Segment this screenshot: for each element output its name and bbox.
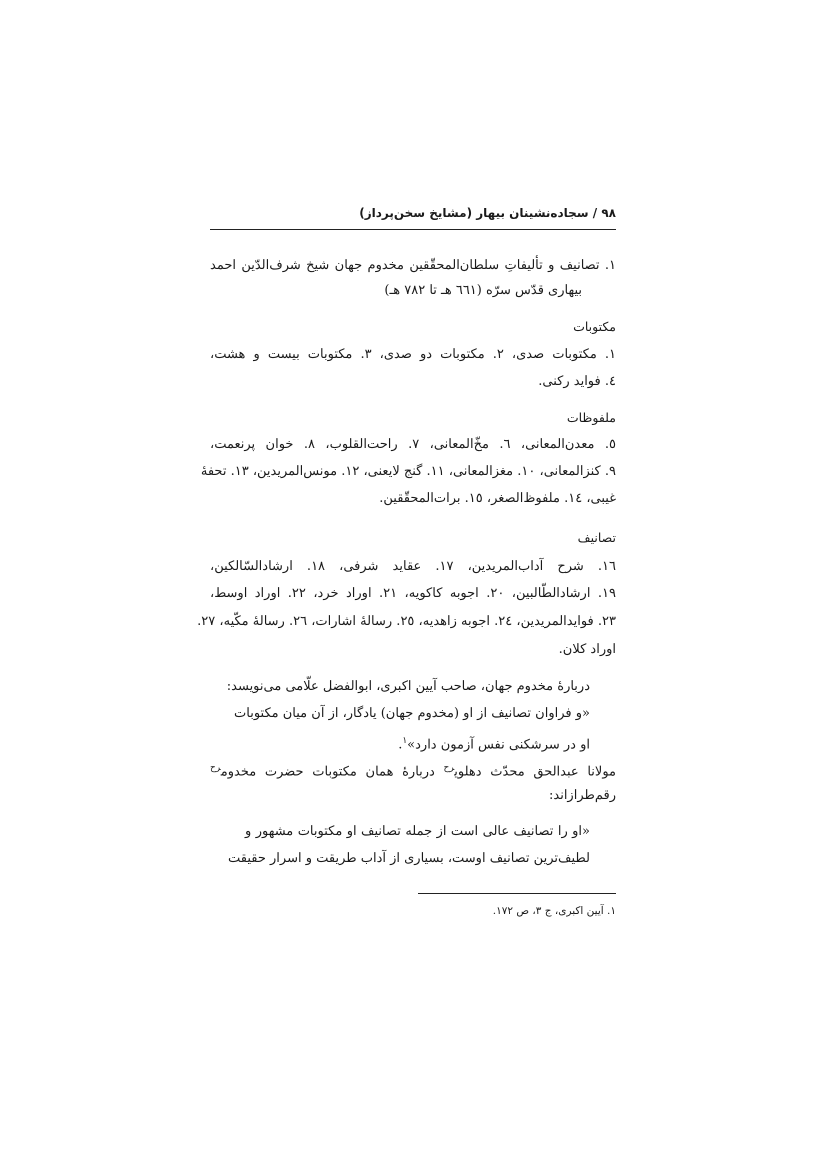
quote-1-text: او در سرشکنی نفس آزمون دارد» [407, 737, 590, 753]
malfuzat-line-1: ٥. معدن‌المعانی، ٦. مخّ‌المعانی، ۷. راحت‌القلوب، ۸. خوان پرنعمت، [210, 437, 616, 452]
section-title-line-1: ۱. تصانیف و تألیفاتِ سلطان‌المحقّقین مخدوم جهان شیخ شرف‌الدّین احمد [210, 258, 616, 273]
quote-2-line-1: «او را تصانیف عالی است از جمله تصانیف او مکتوبات مشهور و [245, 824, 590, 839]
malfuzat-line-3: غیبی، ۱٤. ملفوظ‌الصغر، ۱٥. برات‌المحقّقین. [379, 491, 616, 506]
footnote: ۱. آیین اکبری، ج ۳، ص ۱۷۲. [492, 905, 616, 917]
maktubat-line-1: ۱. مکتوبات صدی، ۲. مکتوبات دو صدی، ۳. مکتوبات بیست و هشت، [210, 347, 617, 362]
footnote-marker: ۱ [402, 736, 408, 746]
tasanif-line-3: ۲۳. فوایدالمریدین، ۲٤. اجوبه زاهدیه، ۲٥. رسالهٔ اشارات، ۲٦. رسالهٔ مکّیه، ۲۷. [197, 614, 616, 629]
paragraph-2-line-2: رقم‌طرازاند: [549, 788, 616, 803]
maktubat-line-2: ٤. فواید رکنی. [538, 374, 616, 389]
quote-1-line-2: او در سرشکنی نفس آزمون دارد»$^۱$. [398, 736, 590, 753]
quote-2-line-2: لطیف‌ترین تصانیف اوست، بسیاری از آداب طریقت و اسرار حقیقت [228, 851, 590, 866]
book-page [197, 0, 617, 1169]
heading-maktubat: مکتوبات [573, 319, 616, 334]
tasanif-line-2: ۱۹. ارشادالطّالبین، ۲۰. اجوبه کاکویه، ۲۱. اوراد خرد، ۲۲. اوراد اوسط، [210, 586, 616, 601]
tasanif-line-4: اوراد کلان. [558, 642, 616, 657]
honorific-mark-1: رح [443, 763, 455, 773]
running-head: ۹۸ / سجاده‌نشینان بیهار (مشایخ سخن‌پرداز) [359, 206, 616, 220]
header-rule [210, 229, 616, 230]
footnote-rule [418, 893, 616, 894]
heading-malfuzat: ملفوظات [566, 410, 616, 425]
tasanif-line-1: ۱٦. شرح آداب‌المریدین، ۱۷. عقاید شرفی، ۱۸. ارشادالسّالکین، [210, 559, 617, 574]
honorific-mark-2: رح [210, 763, 221, 773]
paragraph-2-text-a: مولانا عبدالحق محدّث دهلوی [454, 764, 617, 780]
section-title-line-2: بیهاری قدّس سرّه (٦٦١ هـ تا ۷۸۲ هـ) [384, 283, 582, 298]
quote-1-line-1: «و فراوان تصانیف از او (مخدوم جهان) یادگار، از آن میان مکتوبات [234, 706, 590, 721]
paragraph-2-text-b: دربارهٔ همان مکتوبات حضرت مخدوم [220, 764, 444, 780]
heading-tasanif: تصانیف [577, 530, 616, 545]
quote-intro: دربارهٔ مخدوم جهان، صاحب آیین اکبری، ابوالفضل علّامی می‌نویسد: [226, 679, 590, 694]
malfuzat-line-2: ۹. کنزالمعانی، ۱۰. مغزالمعانی، ۱۱. گنج لایعنی، ۱۲. مونس‌المریدین، ۱۳. تحفهٔ [200, 464, 616, 479]
paragraph-2-line-1 [210, 758, 616, 782]
